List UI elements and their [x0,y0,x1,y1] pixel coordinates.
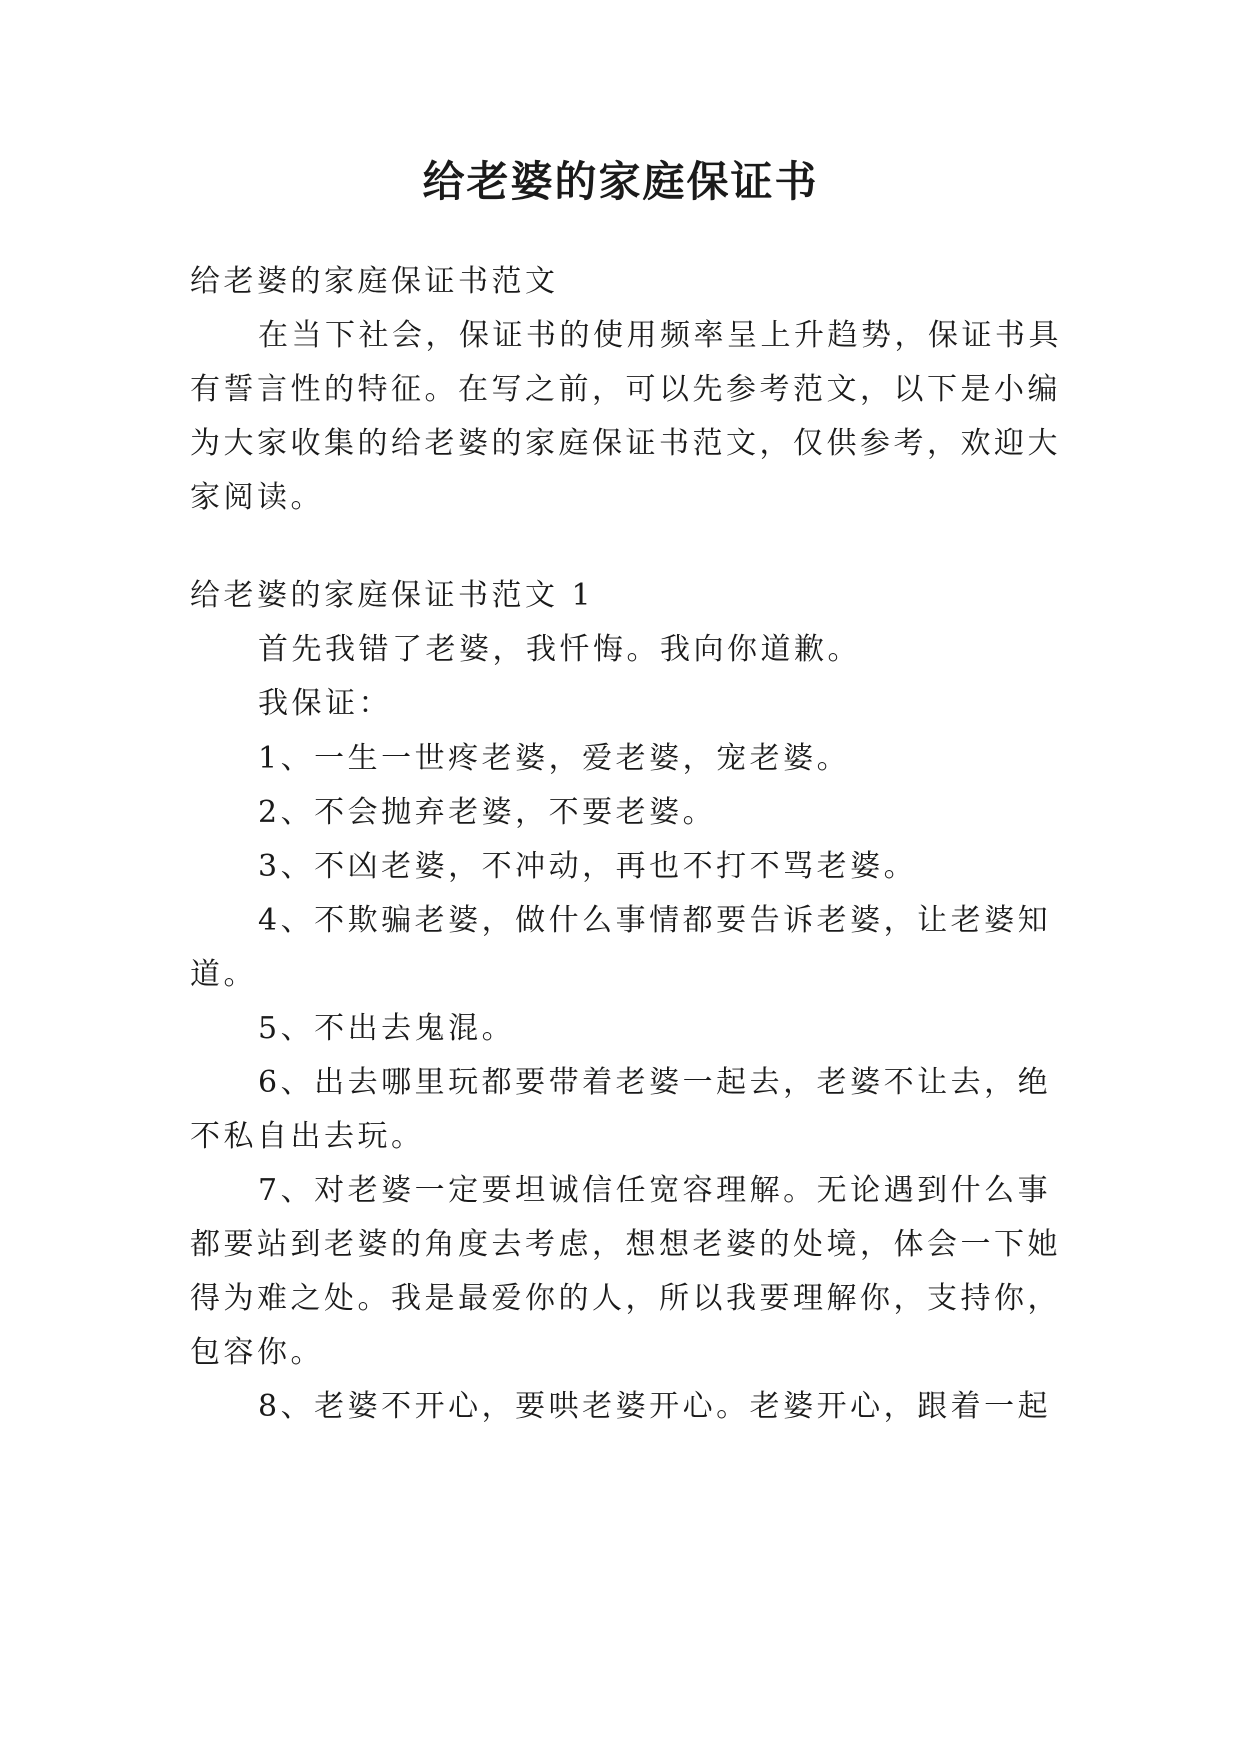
list-item: 6、出去哪里玩都要带着老婆一起去，老婆不让去，绝 [258,1065,1052,1100]
list-item: 4、不欺骗老婆，做什么事情都要告诉老婆，让老婆知 [258,903,1052,938]
paragraph-line: 有誓言性的特征。在写之前，可以先参考范文，以下是小编 [190,372,1061,407]
list-item: 5、不出去鬼混。 [258,1011,516,1046]
paragraph-line: 为大家收集的给老婆的家庭保证书范文，仅供参考，欢迎大 [190,426,1061,461]
section-heading: 给老婆的家庭保证书范文 [190,264,559,299]
list-item-continuation: 包容你。 [190,1335,324,1370]
list-item-continuation: 不私自出去玩。 [190,1119,425,1154]
list-item-continuation: 得为难之处。我是最爱你的人，所以我要理解你，支持你， [190,1281,1061,1316]
list-item: 8、老婆不开心，要哄老婆开心。老婆开心，跟着一起 [258,1389,1052,1424]
list-item: 3、不凶老婆，不冲动，再也不打不骂老婆。 [258,849,918,884]
list-item: 7、对老婆一定要坦诚信任宽容理解。无论遇到什么事 [258,1173,1052,1208]
list-item: 2、不会抛弃老婆，不要老婆。 [258,795,717,830]
paragraph-line: 家阅读。 [190,480,324,515]
list-item-continuation: 都要站到老婆的角度去考虑，想想老婆的处境，体会一下她 [190,1227,1061,1262]
paragraph-line: 我保证： [258,686,392,721]
paragraph-line: 在当下社会，保证书的使用频率呈上升趋势，保证书具 [258,318,1062,353]
document-title: 给老婆的家庭保证书 [422,157,819,206]
paragraph-line: 首先我错了老婆，我忏悔。我向你道歉。 [258,632,861,667]
list-item-continuation: 道。 [190,957,257,992]
section-heading: 给老婆的家庭保证书范文 1 [190,578,595,613]
list-item: 1、一生一世疼老婆，爱老婆，宠老婆。 [258,741,851,776]
